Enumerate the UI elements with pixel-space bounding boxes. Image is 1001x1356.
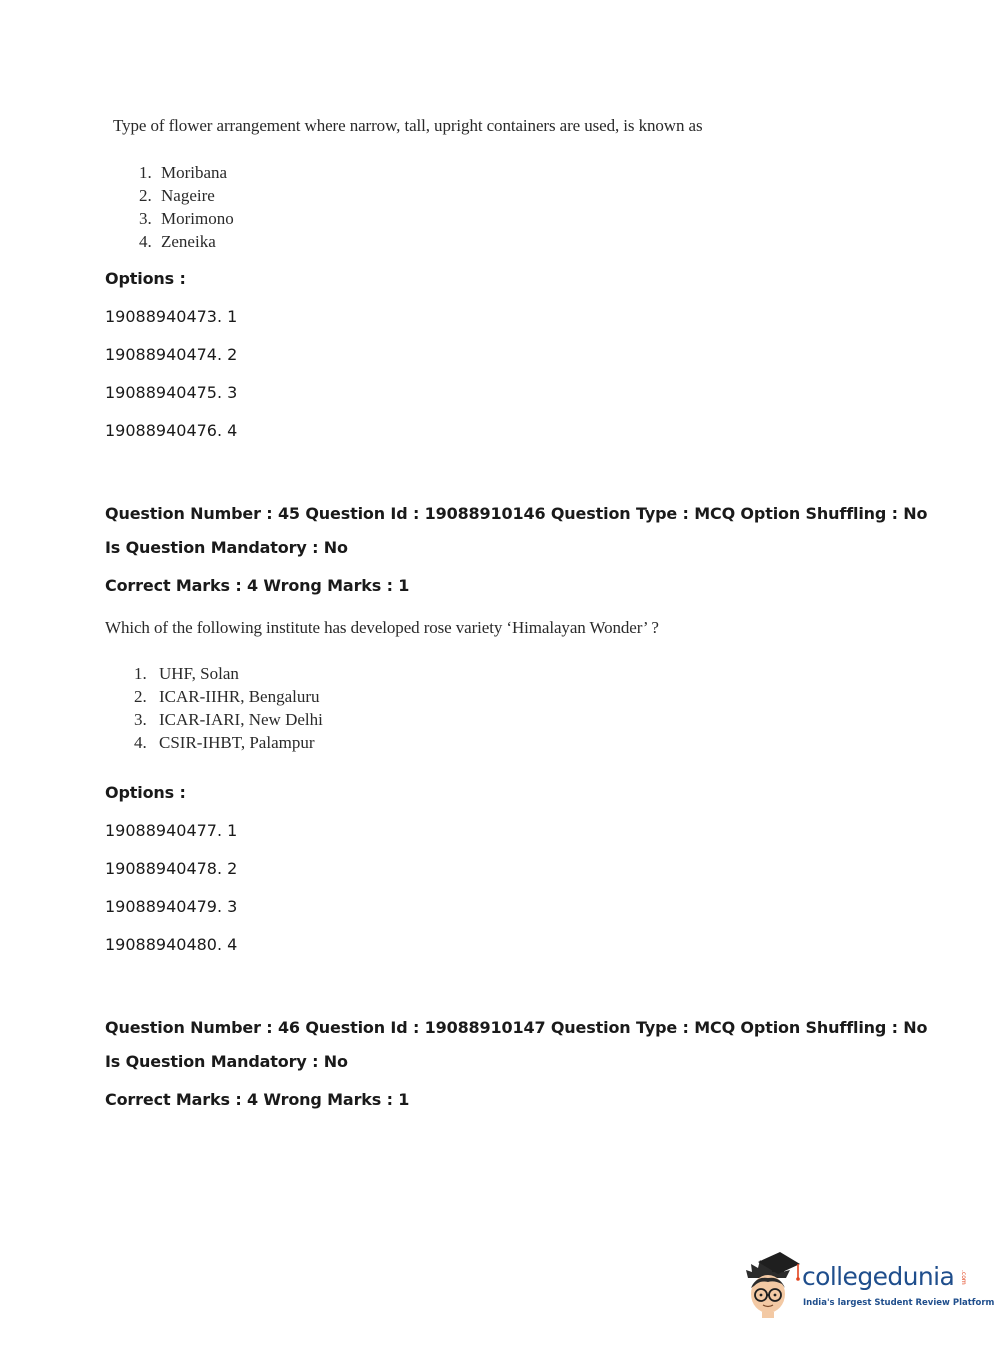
choice-item — [134, 662, 323, 685]
choice-item — [134, 708, 323, 731]
choice-item — [139, 161, 234, 184]
choice-number: 2. — [139, 186, 152, 205]
choice-item — [139, 184, 234, 207]
option-line: 19088940479. 3 — [105, 897, 238, 916]
question-text: Which of the following institute has developed rose variety ‘Himalayan Wonder’ ? — [105, 618, 659, 637]
options-label: Options : — [105, 783, 186, 802]
choice-item — [134, 685, 323, 708]
option-line: 19088940474. 2 — [105, 345, 238, 364]
choice-number: 3. — [139, 209, 152, 228]
choice-item — [139, 230, 234, 253]
choice-text: UHF, Solan — [159, 664, 239, 683]
logo-wordmark: collegedunia — [802, 1262, 955, 1291]
choice-item — [134, 731, 323, 754]
logo-tagline: India's largest Student Review Platform — [803, 1298, 995, 1308]
choice-number: 1. — [134, 664, 147, 683]
choice-text: Moribana — [161, 163, 228, 182]
choice-number: 1. — [139, 163, 152, 182]
mascot-graduation-cap-icon — [742, 1248, 802, 1320]
marks-line: Correct Marks : 4 Wrong Marks : 1 — [105, 1090, 410, 1109]
choice-number: 4. — [134, 733, 147, 752]
option-line: 19088940475. 3 — [105, 383, 238, 402]
option-line: 19088940477. 1 — [105, 821, 238, 840]
choice-text: Nageire — [161, 186, 215, 205]
choice-text: Morimono — [161, 209, 234, 228]
choice-list — [134, 662, 323, 754]
choice-list — [139, 161, 234, 253]
choice-text: ICAR-IIHR, Bengaluru — [159, 687, 320, 706]
option-line: 19088940478. 2 — [105, 859, 238, 878]
choice-number: 2. — [134, 687, 147, 706]
options-label: Options : — [105, 269, 186, 288]
choice-number: 4. — [139, 232, 152, 251]
option-line: 19088940476. 4 — [105, 421, 238, 440]
choice-text: Zeneika — [161, 232, 216, 251]
choice-item — [139, 207, 234, 230]
question-header: Question Number : 45 Question Id : 19088910146 Question Type : MCQ Option Shuffling : No — [105, 504, 928, 523]
choice-number: 3. — [134, 710, 147, 729]
option-line: 19088940480. 4 — [105, 935, 238, 954]
mandatory-line: Is Question Mandatory : No — [105, 538, 348, 557]
logo-suffix: .com — [960, 1270, 967, 1285]
question-header: Question Number : 46 Question Id : 19088910147 Question Type : MCQ Option Shuffling : No — [105, 1018, 928, 1037]
mandatory-line: Is Question Mandatory : No — [105, 1052, 348, 1071]
question-text: Type of flower arrangement where narrow, tall, upright containers are used, is known as — [113, 116, 703, 135]
choice-text: ICAR-IARI, New Delhi — [159, 710, 323, 729]
choice-text: CSIR-IHBT, Palampur — [159, 733, 315, 752]
marks-line: Correct Marks : 4 Wrong Marks : 1 — [105, 576, 410, 595]
collegedunia-logo — [742, 1248, 995, 1320]
option-line: 19088940473. 1 — [105, 307, 238, 326]
